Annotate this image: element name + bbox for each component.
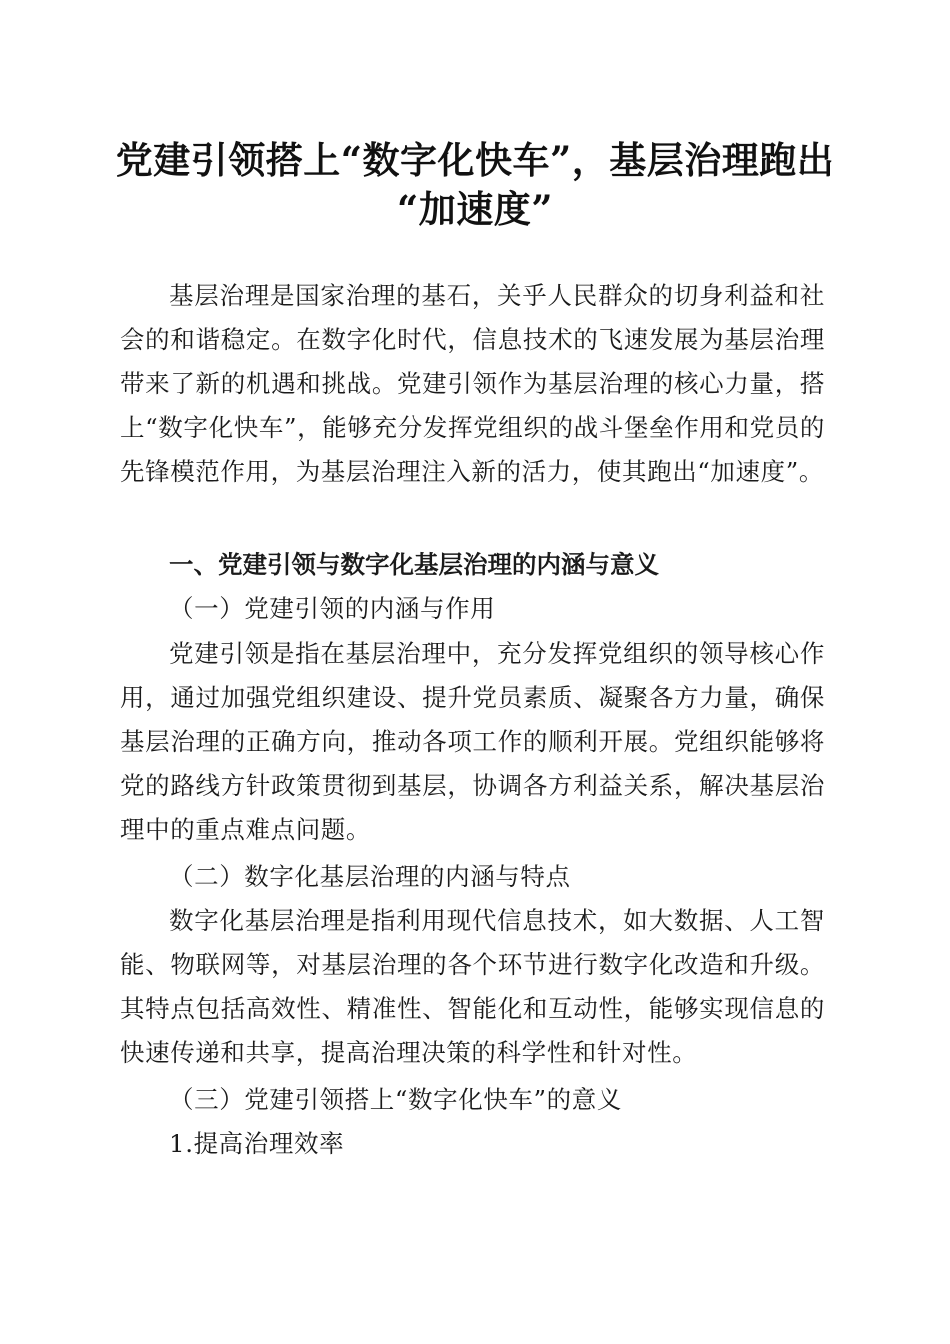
subsection-2-paragraph: 数字化基层治理是指利用现代信息技术，如大数据、人工智能、物联网等，对基层治理的各个环节进行数字化改造和升级。其特点包括高效性、精准性、智能化和互动性，能够实现信息的快速传递和共享，提高治理决策的科学性和针对性。 xyxy=(120,906,825,1067)
point-heading-1: 1.提高治理效率 xyxy=(169,1129,345,1158)
subsection-heading-2: （二）数字化基层治理的内涵与特点 xyxy=(169,862,571,891)
subsection-heading-1: （一）党建引领的内涵与作用 xyxy=(169,594,496,623)
subsection-heading-3: （三）党建引领搭上“数字化快车”的意义 xyxy=(169,1085,622,1114)
intro-paragraph: 基层治理是国家治理的基石，关乎人民群众的切身利益和社会的和谐稳定。在数字化时代，信息技术的飞速发展为基层治理带来了新的机遇和挑战。党建引领作为基层治理的核心力量，搭上“数字化快车”，能够充分发挥党组织的战斗堡垒作用和党员的先锋模范作用，为基层治理注入新的活力，使其跑出“加速度”。 xyxy=(120,281,825,486)
title-line-2: “加速度” xyxy=(396,187,554,231)
section-heading-1: 一、党建引领与数字化基层治理的内涵与意义 xyxy=(169,550,659,579)
subsection-1-paragraph: 党建引领是指在基层治理中，充分发挥党组织的领导核心作用，通过加强党组织建设、提升党员素质、凝聚各方力量，确保基层治理的正确方向，推动各项工作的顺利开展。党组织能够将党的路线方针政策贯彻到基层，协调各方利益关系，解决基层治理中的重点难点问题。 xyxy=(120,639,825,844)
title-line-1: 党建引领搭上“数字化快车”，基层治理跑出 xyxy=(115,138,835,182)
page-title xyxy=(115,136,835,234)
